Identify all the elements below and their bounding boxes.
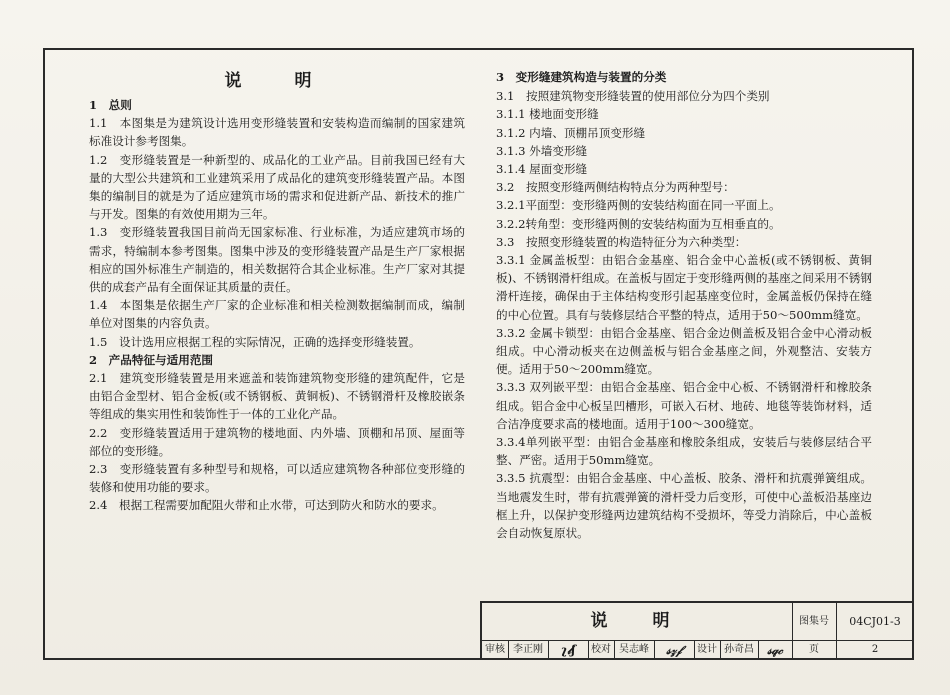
atlas-number-label: 图集号 <box>792 603 837 640</box>
check-label: 校对 <box>588 640 615 660</box>
para-2-4: 2.4 根据工程需要加配阻火带和止水带，可达到防火和防水的要求。 <box>89 498 444 513</box>
para-3-1: 3.1 按照建筑物变形缝装置的使用部位分为四个类别 <box>496 89 770 104</box>
para-3-2: 3.2 按照变形缝两侧结构特点分为两种型号： <box>496 180 735 195</box>
reviewer-signature: ʅ𝓁ʃ <box>548 640 589 660</box>
para-3-3: 3.3 按照变形缝装置的构造特征分为六种类型： <box>496 234 747 249</box>
page-number: 2 <box>871 644 879 655</box>
design-label: 设计 <box>694 640 721 660</box>
title-block-top-row <box>482 603 914 641</box>
para-3-3-2: 3.3.2 金属卡锁型：由铝合金基座、铝合金边侧盖板及铝合金中心滑动板组成。中心滑动板夹在边侧盖板与铝合金基座之间，外观整洁、安装方便。适用于50～200mm缝宽。 <box>496 325 872 377</box>
para-2-1: 2.1 建筑变形缝装置是用来遮盖和装饰建筑物变形缝的建筑配件，它是由铝合金型材、铝合金板(或不锈钢板、黄铜板)、不锈钢滑杆及橡胶嵌条等组成的集实用性和装饰性于一体的工业化产品。 <box>89 371 465 422</box>
para-3-1-2: 3.1.2 内墙、顶棚吊顶变形缝 <box>496 125 646 140</box>
title-block <box>480 601 914 660</box>
para-3-3-3: 3.3.3 双列嵌平型：由铝合金基座、铝合金中心板、不锈钢滑杆和橡胶条组成。铝合金中心板呈凹槽形，可嵌入石材、地砖、地毯等装饰材料，适合洁净度要求高的楼地面。适用于100～300缝宽。 <box>496 380 872 431</box>
para-3-1-4: 3.1.4 屋面变形缝 <box>496 162 588 177</box>
checker-name: 吴志峰 <box>614 640 655 660</box>
para-2-3: 2.3 变形缝装置有多种型号和规格，可以适应建筑物各种部位变形缝的装修和使用功能的要求。 <box>89 462 465 495</box>
para-1-3: 1.3 变形缝装置我国目前尚无国家标准、行业标准，为适应建筑市场的需求，特编制本参考图集。图集中涉及的变形缝装置产品是生产厂家根据相应的国外标准生产制造的，相关数据符合其企业标准。生产厂家对其提供的成套产品有全面保证其质量的责任。 <box>89 225 465 295</box>
para-3-1-1: 3.1.1 楼地面变形缝 <box>496 107 599 122</box>
para-3-1-3: 3.1.3 外墙变形缝 <box>496 143 588 158</box>
para-2-2: 2.2 变形缝装置适用于建筑物的楼地面、内外墙、顶棚和吊顶、屋面等部位的变形缝。 <box>89 425 465 458</box>
section-2-heading: 2 产品特征与适用范围 <box>89 352 214 367</box>
section-1-heading: 1 总则 <box>89 98 132 112</box>
right-column <box>496 68 872 542</box>
para-3-2-1: 3.2.1平面型：变形缝两侧的安装结构面在同一平面上。 <box>496 198 781 213</box>
para-1-4: 1.4 本图集是依据生产厂家的企业标准和相关检测数据编制而成，编制单位对图集的内容负责。 <box>89 298 465 331</box>
designer-signature: 𝓈𝓆𝒸 <box>758 640 793 660</box>
designer-name: 孙奇昌 <box>720 640 759 660</box>
para-1-5: 1.5 设计选用应根据工程的实际情况，正确的选择变形缝装置。 <box>89 334 421 349</box>
para-3-3-4: 3.3.4单列嵌平型：由铝合金基座和橡胶条组成，安装后与装修层结合平整、严密。适用于50mm缝宽。 <box>496 435 872 468</box>
para-3-3-1: 3.3.1 金属盖板型：由铝合金基座、铝合金中心盖板(或不锈钢板、黄铜板)、不锈钢滑杆组成。在盖板与固定于变形缝两侧的基座之间采用不锈钢滑杆连接，确保由于主体结构变形引起基座变位时，金属盖板仍保持在缝的中心位置。具有与装修层结合平整的特点，适用于50～500mm缝宽。 <box>496 253 872 322</box>
title-block-signature-row <box>482 640 914 660</box>
para-1-1: 1.1 本图集是为建筑设计选用变形缝装置和安装构造而编制的国家建筑标准设计参考图集。 <box>89 116 465 149</box>
page-label: 页 <box>792 640 837 660</box>
para-3-3-5: 3.3.5 抗震型：由铝合金基座、中心盖板、胶条、滑杆和抗震弹簧组成。当地震发生时，带有抗震弹簧的滑杆受力后变形，可使中心盖板沿基座边框上升，以保护变形缝两边建筑结构不受损坏，等受力消除后，中心盖板会自动恢复原状。 <box>496 471 872 541</box>
para-3-2-2: 3.2.2转角型：变形缝两侧的安装结构面为互相垂直的。 <box>496 216 781 231</box>
para-1-2: 1.2 变形缝装置是一种新型的、成品化的工业产品。目前我国已经有大量的大型公共建筑和工业建筑采用了成品化的建筑变形缝装置产品。本图集的编制目的就是为了适应建筑市场的需求和促进新产品、新技术的推广与开发。图集的有效使用期为三年。 <box>89 152 465 222</box>
drawing-name: 说 明 <box>482 603 793 640</box>
atlas-number: 04CJ01-3 <box>849 615 901 628</box>
reviewer-name: 李正刚 <box>508 640 549 660</box>
page-title: 说 明 <box>224 71 330 91</box>
review-label: 审核 <box>482 640 509 660</box>
section-3-heading: 3 变形缝建筑构造与装置的分类 <box>496 70 667 84</box>
left-column <box>89 68 465 515</box>
checker-signature: 𝓈𝓏𝒻 <box>654 640 695 660</box>
